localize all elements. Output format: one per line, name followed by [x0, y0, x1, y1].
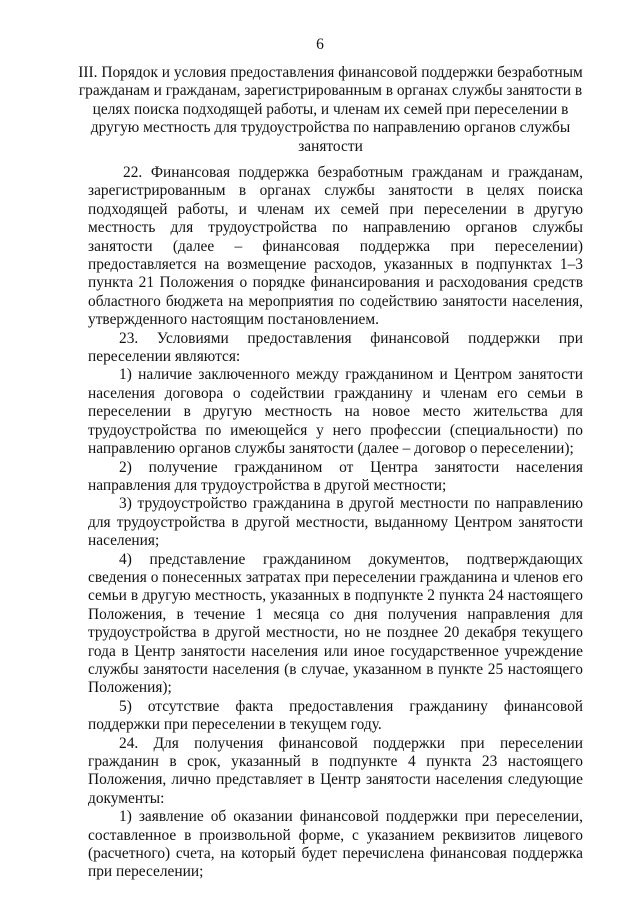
paragraph-23-item-5: 5) отсутствие факта предоставления гражданину финансовой поддержки при переселении в текущем году. — [88, 697, 583, 734]
paragraph-24-item-1: 1) заявление об оказании финансовой поддержки при переселении, составленное в произвольной форме, с указанием реквизитов лицевого (расчетного) счета, на который будет перечислена финансовая поддержка при переселении; — [88, 808, 583, 881]
paragraph-23-item-4: 4) представление гражданином документов, подтверждающих сведения о понесенных затратах при переселении гражданина и членов его семьи в другую местность, указанных в подпункте 2 пункта 24 настоящего Положения, в течение 1 месяца со дня получения направления для трудоустройства в другой местности, но не позднее 20 декабря текущего года в Центр занятости населения или иное государственное учреждение службы занятости населения (в случае, указанном в пункте 25 настоящего Положения); — [88, 550, 583, 697]
section-heading: III. Порядок и условия предоставления финансовой поддержки безработным гражданам и гражданам, зарегистрированным в органах службы занятости в целях поиска подходящей работы, и членам их семей при переселении в другую местность для трудоустройства по направлению органов службы занятости — [78, 64, 583, 155]
paragraph-24: 24. Для получения финансовой поддержки при переселении гражданин в срок, указанный в подпункте 4 пункта 23 настоящего Положения, лично представляет в Центр занятости населения следующие документы: — [88, 734, 583, 807]
paragraph-23: 23. Условиями предоставления финансовой поддержки при переселении являются: — [88, 329, 583, 366]
paragraph-23-item-1: 1) наличие заключенного между гражданином и Центром занятости населения договора о содействии гражданину и членам его семьи в переселении в другую местность на новое место жительства для трудоустройства по имеющейся у него профессии (специальности) по направлению органов службы занятости (далее – договор о переселении); — [88, 366, 583, 458]
document-body — [88, 164, 583, 882]
paragraph-23-item-2: 2) получение гражданином от Центра занятости населения направления для трудоустройства в другой местности; — [88, 458, 583, 494]
page-number: 6 — [316, 36, 324, 53]
paragraph-22: 22. Финансовая поддержка безработным гражданам и гражданам, зарегистрированным в органах службы занятости в целях поиска подходящей работы, и членам их семей при переселении в другую местность для трудоустройства по направлению органов службы занятости (далее – финансовая поддержка при переселении) предоставляется на возмещение расходов, указанных в подпунктах 1–3 пункта 21 Положения о порядке финансирования и расходования средств областного бюджета на мероприятия по содействию занятости населения, утвержденного настоящим постановлением. — [88, 164, 583, 329]
paragraph-23-item-3: 3) трудоустройство гражданина в другой местности по направлению для трудоустройства в другой местности, выданному Центром занятости населения; — [88, 495, 583, 550]
